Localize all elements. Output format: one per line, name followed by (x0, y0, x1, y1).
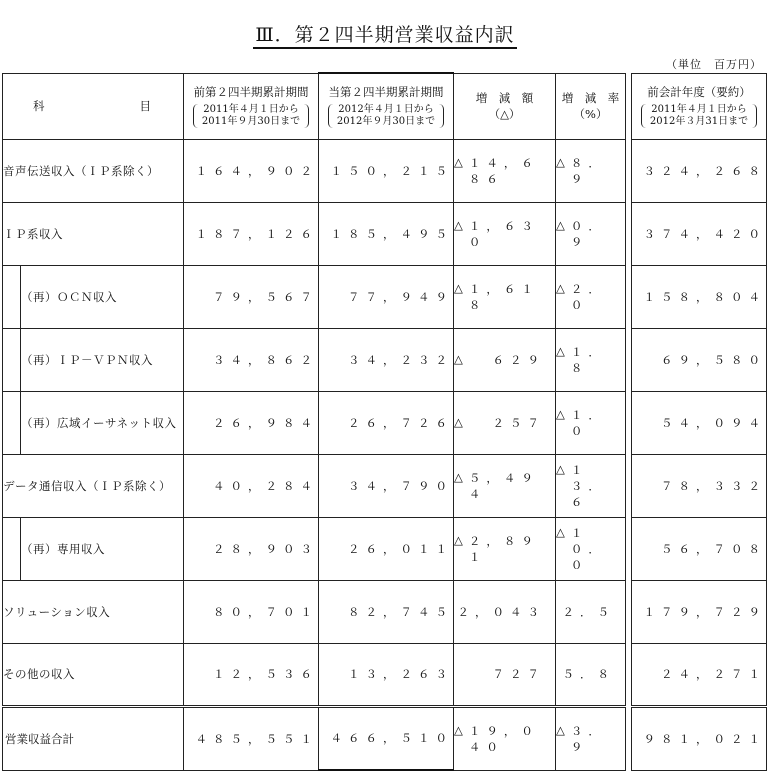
table-row (3, 265, 767, 328)
row-prev: ２８，９０３ (184, 517, 319, 580)
row-label: （再）広域イーサネット収入 (21, 391, 184, 454)
header-fy-label: 前会計年度（要約） (647, 85, 751, 99)
row-cur: ８２，７４５ (319, 580, 454, 643)
row-rate: △ １．８ (556, 328, 626, 391)
row-label: ＩＰ系収入 (3, 202, 184, 265)
header-row (3, 73, 767, 139)
row-change: △ ２５７ (454, 391, 556, 454)
header-cur-range: 2012年４月１日から 2012年９月30日まで (328, 104, 444, 128)
row-prev: ２６，９８４ (184, 391, 319, 454)
table-row (3, 580, 767, 643)
total-fy: ９８１，０２１ (632, 706, 767, 770)
row-rate: △ １０．０ (556, 517, 626, 580)
total-label: 営業収益合計 (3, 706, 184, 770)
header-fy (632, 73, 767, 139)
row-rate: △ ０．９ (556, 202, 626, 265)
header-fy-range: 2011年４月１日から 2012年３月31日まで (641, 104, 757, 128)
row-cur: ３４，７９０ (319, 454, 454, 517)
row-change: △ １４，６８６ (454, 139, 556, 202)
row-cur: ２６，０１１ (319, 517, 454, 580)
total-prev: ４８５，５５１ (184, 706, 319, 770)
row-label: データ通信収入（ＩＰ系除く） (3, 454, 184, 517)
total-cur: ４６６，５１０ (319, 706, 454, 770)
row-change: △ ５，４９４ (454, 454, 556, 517)
row-cur: ７７，９４９ (319, 265, 454, 328)
row-indent (3, 391, 21, 454)
header-item-right: 目 (139, 99, 153, 113)
row-prev: １６４，９０２ (184, 139, 319, 202)
header-item-left: 科 (33, 99, 47, 113)
row-change: △ ２，８９１ (454, 517, 556, 580)
header-rate (556, 73, 626, 139)
row-label: その他の収入 (3, 643, 184, 706)
row-cur: １８５，４９５ (319, 202, 454, 265)
row-rate: △ １．０ (556, 391, 626, 454)
row-prev: １８７，１２６ (184, 202, 319, 265)
row-label: ソリューション収入 (3, 580, 184, 643)
row-rate: ２．５ (556, 580, 626, 643)
row-label: （再）専用収入 (21, 517, 184, 580)
row-label: （再）ＩＰ－ＶＰＮ収入 (21, 328, 184, 391)
row-change: △ １，６１８ (454, 265, 556, 328)
row-prev: ７９，５６７ (184, 265, 319, 328)
row-cur: ２６，７２６ (319, 391, 454, 454)
header-rate-sub: （%） (573, 107, 608, 121)
row-fy: ３２４，２６８ (632, 139, 767, 202)
header-prev-label: 前第２四半期累計期間 (193, 85, 309, 99)
total-row (3, 706, 767, 770)
row-rate: ５．８ (556, 643, 626, 706)
row-change: △ １，６３０ (454, 202, 556, 265)
row-fy: ７８，３３２ (632, 454, 767, 517)
table-row (3, 139, 767, 202)
row-fy: ５４，０９４ (632, 391, 767, 454)
row-label: 音声伝送収入（ＩＰ系除く） (3, 139, 184, 202)
table-row (3, 643, 767, 706)
row-label: （再）ＯＣＮ収入 (21, 265, 184, 328)
header-cur-label: 当第２四半期累計期間 (328, 85, 444, 100)
table-row (3, 202, 767, 265)
row-fy: ５６，７０８ (632, 517, 767, 580)
header-change-sub: （△） (488, 107, 521, 121)
row-fy: １５８，８０４ (632, 265, 767, 328)
header-change (454, 73, 556, 139)
row-cur: ３４，２３２ (319, 328, 454, 391)
row-rate: △ ２．０ (556, 265, 626, 328)
row-change: ２，０４３ (454, 580, 556, 643)
row-change: ７２７ (454, 643, 556, 706)
table-row (3, 454, 767, 517)
row-rate: △ １３．６ (556, 454, 626, 517)
header-prev (184, 73, 319, 139)
row-indent (3, 328, 21, 391)
header-rate-label: 増 減 率 (561, 91, 620, 105)
row-rate: △ ８．９ (556, 139, 626, 202)
row-fy: ２４，２７１ (632, 643, 767, 706)
row-change: △ ６２９ (454, 328, 556, 391)
row-prev: ８０，７０１ (184, 580, 319, 643)
row-prev: ４０，２８４ (184, 454, 319, 517)
unit-label: （単位 百万円） (666, 58, 762, 71)
header-prev-range: 2011年４月１日から 2011年９月30日まで (193, 104, 309, 128)
table-row (3, 328, 767, 391)
row-prev: １２，５３６ (184, 643, 319, 706)
row-cur: １５０，２１５ (319, 139, 454, 202)
header-cur (319, 73, 454, 139)
table-row (3, 391, 767, 454)
row-prev: ３４，８６２ (184, 328, 319, 391)
total-rate: △ ３．９ (556, 706, 626, 770)
table-row (3, 517, 767, 580)
revenue-table (2, 72, 767, 771)
row-cur: １３，２６３ (319, 643, 454, 706)
header-change-label: 増 減 額 (475, 91, 534, 105)
row-indent (3, 517, 21, 580)
row-indent (3, 265, 21, 328)
row-fy: ６９，５８０ (632, 328, 767, 391)
row-fy: ３７４，４２０ (632, 202, 767, 265)
total-change: △ １９，０４０ (454, 706, 556, 770)
row-fy: １７９，７２９ (632, 580, 767, 643)
header-item (3, 73, 184, 139)
page-title: Ⅲ．第２四半期営業収益内訳 (0, 20, 770, 47)
